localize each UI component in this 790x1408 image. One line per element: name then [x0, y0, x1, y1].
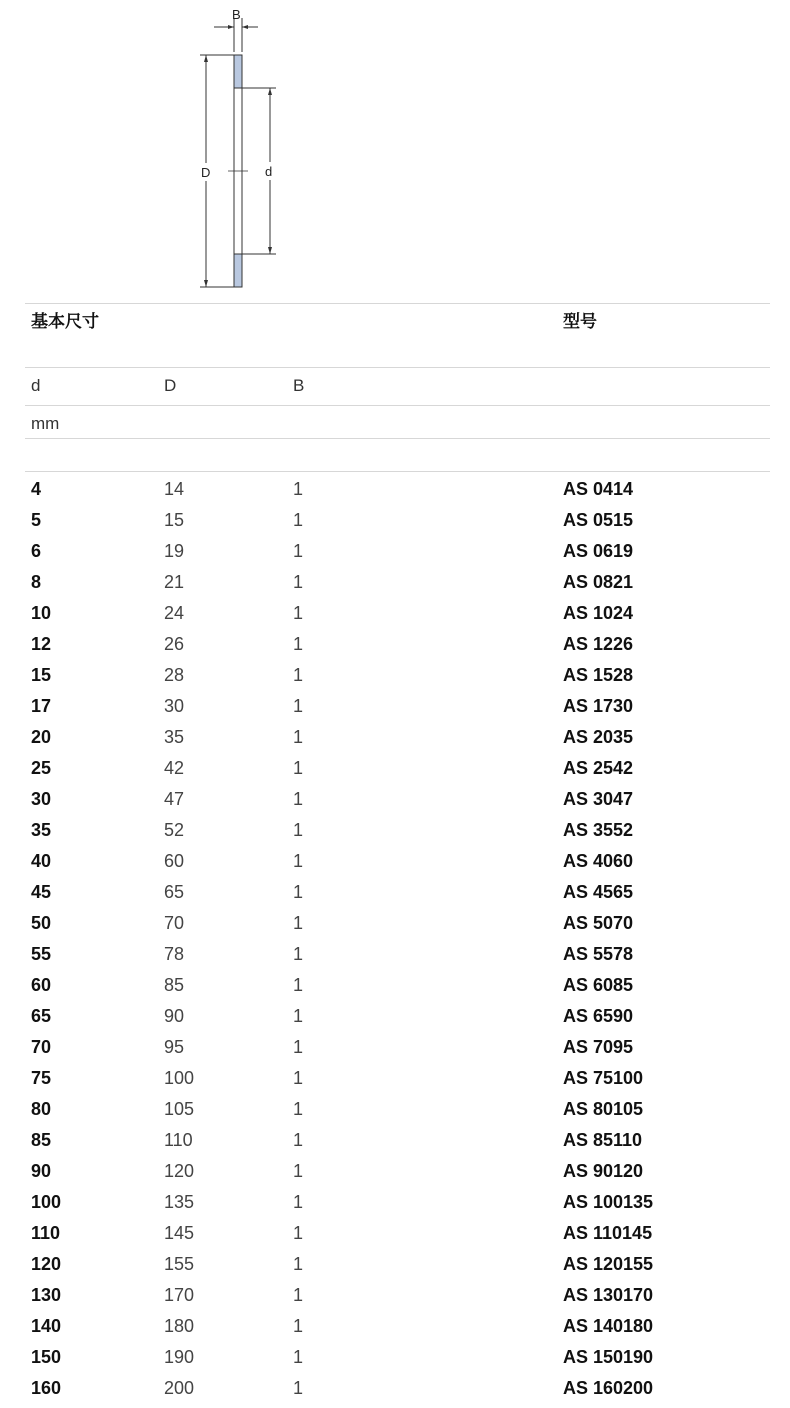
cell-d: 160 [31, 1378, 62, 1398]
cell-d: 5 [31, 510, 42, 530]
cell-designation: AS 3047 [563, 789, 634, 809]
d-outer-label: D [201, 165, 211, 180]
table-row [25, 1098, 770, 1129]
cell-B: 1 [293, 882, 304, 902]
cell-B: 1 [293, 1006, 304, 1026]
table-row [25, 1067, 770, 1098]
cell-D: 110 [164, 1130, 193, 1150]
cell-designation: AS 130170 [563, 1285, 654, 1305]
cell-D: 78 [164, 944, 185, 964]
cell-d: 20 [31, 727, 52, 747]
cell-designation: AS 140180 [563, 1316, 654, 1336]
cell-d: 80 [31, 1099, 52, 1119]
cell-d: 65 [31, 1006, 52, 1026]
cell-designation: AS 0619 [563, 541, 634, 561]
cell-B: 1 [293, 1254, 304, 1274]
cell-B: 1 [293, 1192, 304, 1212]
column-header-d: d [31, 376, 41, 395]
cell-designation: AS 2035 [563, 727, 634, 747]
cell-B: 1 [293, 696, 304, 716]
cell-B: 1 [293, 1378, 304, 1398]
cell-B: 1 [293, 789, 304, 809]
cell-designation: AS 0414 [563, 479, 634, 499]
cell-d: 150 [31, 1347, 62, 1367]
table-row [25, 912, 770, 943]
cell-B: 1 [293, 479, 304, 499]
table-row [25, 850, 770, 881]
cell-D: 65 [164, 882, 185, 902]
cell-D: 155 [164, 1254, 195, 1274]
cell-D: 90 [164, 1006, 185, 1026]
d-outer-arrow-top [204, 55, 208, 62]
cell-B: 1 [293, 1316, 304, 1336]
cell-B: 1 [293, 510, 304, 530]
table-row [25, 509, 770, 540]
cell-B: 1 [293, 665, 304, 685]
cell-B: 1 [293, 944, 304, 964]
cell-designation: AS 150190 [563, 1347, 654, 1367]
cell-d: 12 [31, 634, 52, 654]
table-row [25, 943, 770, 974]
cell-B: 1 [293, 758, 304, 778]
table-top-divider [25, 303, 770, 304]
table-row [25, 881, 770, 912]
table-row [25, 1160, 770, 1191]
cell-d: 100 [31, 1192, 62, 1212]
cell-d: 75 [31, 1068, 52, 1088]
table-body [25, 478, 770, 1408]
cell-d: 70 [31, 1037, 52, 1057]
cell-D: 180 [164, 1316, 195, 1336]
table-row [25, 974, 770, 1005]
cell-d: 10 [31, 603, 52, 623]
cell-designation: AS 3552 [563, 820, 634, 840]
cell-d: 35 [31, 820, 52, 840]
cell-B: 1 [293, 851, 304, 871]
cell-designation: AS 6590 [563, 1006, 634, 1026]
cell-D: 120 [164, 1161, 195, 1181]
cell-B: 1 [293, 1347, 304, 1367]
table-row [25, 695, 770, 726]
table-row [25, 602, 770, 633]
cell-designation: AS 4060 [563, 851, 634, 871]
cell-designation: AS 90120 [563, 1161, 644, 1181]
d-inner-arrow-bottom [268, 247, 272, 254]
cell-B: 1 [293, 975, 304, 995]
cell-D: 95 [164, 1037, 185, 1057]
cell-D: 26 [164, 634, 185, 654]
cell-D: 30 [164, 696, 185, 716]
table-row [25, 726, 770, 757]
cell-B: 1 [293, 820, 304, 840]
cell-D: 14 [164, 479, 185, 499]
table-row [25, 1005, 770, 1036]
cell-designation: AS 160200 [563, 1378, 654, 1398]
column-header-B: B [293, 376, 305, 395]
table-row [25, 1253, 770, 1284]
cell-D: 42 [164, 758, 185, 778]
washer-outer-segment-top [234, 55, 242, 88]
cell-designation: AS 0515 [563, 510, 634, 530]
cell-designation: AS 1528 [563, 665, 634, 685]
column-header-divider [25, 405, 770, 406]
cell-d: 17 [31, 696, 52, 716]
cell-d: 40 [31, 851, 52, 871]
cell-d: 85 [31, 1130, 52, 1150]
cell-designation: AS 1024 [563, 603, 634, 623]
cell-d: 130 [31, 1285, 62, 1305]
b-label: B [232, 7, 241, 22]
table-row [25, 1284, 770, 1315]
cell-designation: AS 2542 [563, 758, 634, 778]
d-outer-arrow-bottom [204, 280, 208, 287]
cell-D: 19 [164, 541, 185, 561]
cell-d: 140 [31, 1316, 62, 1336]
header-basic-dimensions: 基本尺寸 [31, 312, 99, 331]
cell-d: 120 [31, 1254, 62, 1274]
cell-D: 21 [164, 572, 185, 592]
table-row [25, 664, 770, 695]
cell-designation: AS 75100 [563, 1068, 644, 1088]
cell-designation: AS 1226 [563, 634, 634, 654]
cell-designation: AS 0821 [563, 572, 634, 592]
table-row [25, 478, 770, 509]
b-arrowhead-left [228, 25, 234, 29]
cell-D: 105 [164, 1099, 195, 1119]
table-row [25, 633, 770, 664]
cell-B: 1 [293, 1037, 304, 1057]
table-row [25, 1191, 770, 1222]
cell-B: 1 [293, 1068, 304, 1088]
cell-D: 35 [164, 727, 185, 747]
cell-d: 6 [31, 541, 42, 561]
cell-designation: AS 5070 [563, 913, 634, 933]
cell-B: 1 [293, 913, 304, 933]
cell-designation: AS 85110 [563, 1130, 643, 1150]
column-header-D: D [164, 376, 177, 395]
cell-designation: AS 5578 [563, 944, 634, 964]
table-row [25, 819, 770, 850]
cell-d: 90 [31, 1161, 52, 1181]
cell-B: 1 [293, 727, 304, 747]
b-arrowhead-right [242, 25, 248, 29]
header-divider [25, 367, 770, 368]
washer-outer-segment-bottom [234, 254, 242, 287]
cell-B: 1 [293, 1130, 304, 1150]
cell-D: 170 [164, 1285, 195, 1305]
table-row [25, 1129, 770, 1160]
cell-designation: AS 120155 [563, 1254, 654, 1274]
cell-designation: AS 110145 [563, 1223, 653, 1243]
cell-D: 145 [164, 1223, 195, 1243]
header-designation: 型号 [563, 312, 597, 331]
table-row [25, 540, 770, 571]
cell-B: 1 [293, 541, 304, 561]
table-row [25, 1377, 770, 1408]
cell-B: 1 [293, 1161, 304, 1181]
table-row [25, 788, 770, 819]
body-top-divider [25, 471, 770, 472]
cell-d: 110 [31, 1223, 61, 1243]
cell-d: 45 [31, 882, 52, 902]
cell-D: 28 [164, 665, 185, 685]
cell-designation: AS 7095 [563, 1037, 634, 1057]
cell-B: 1 [293, 1285, 304, 1305]
cell-designation: AS 100135 [563, 1192, 654, 1212]
cell-d: 4 [31, 479, 42, 499]
cell-d: 60 [31, 975, 52, 995]
cell-D: 24 [164, 603, 185, 623]
table-row [25, 1346, 770, 1377]
cell-designation: AS 1730 [563, 696, 634, 716]
cell-d: 30 [31, 789, 52, 809]
unit-divider [25, 438, 770, 439]
cell-D: 190 [164, 1347, 195, 1367]
cell-d: 8 [31, 572, 42, 592]
table-row [25, 757, 770, 788]
cell-B: 1 [293, 1223, 304, 1243]
d-inner-label: d [265, 164, 273, 179]
cell-D: 60 [164, 851, 185, 871]
d-inner-arrow-top [268, 88, 272, 95]
cell-d: 50 [31, 913, 52, 933]
cell-B: 1 [293, 634, 304, 654]
cell-D: 135 [164, 1192, 195, 1212]
table-row [25, 571, 770, 602]
table-row [25, 1315, 770, 1346]
cell-designation: AS 6085 [563, 975, 634, 995]
cell-d: 55 [31, 944, 52, 964]
cell-D: 85 [164, 975, 185, 995]
cell-d: 15 [31, 665, 52, 685]
table-row [25, 1222, 770, 1253]
cell-D: 15 [164, 510, 185, 530]
cell-D: 100 [164, 1068, 195, 1088]
cell-D: 52 [164, 820, 185, 840]
cell-B: 1 [293, 572, 304, 592]
cell-designation: AS 4565 [563, 882, 634, 902]
cell-B: 1 [293, 1099, 304, 1119]
cell-D: 200 [164, 1378, 195, 1398]
cell-D: 47 [164, 789, 185, 809]
cell-d: 25 [31, 758, 52, 778]
cell-designation: AS 80105 [563, 1099, 644, 1119]
unit-label: mm [31, 414, 60, 433]
washer-cross-section-diagram [190, 0, 290, 295]
table-row [25, 1036, 770, 1067]
cell-B: 1 [293, 603, 304, 623]
cell-D: 70 [164, 913, 185, 933]
